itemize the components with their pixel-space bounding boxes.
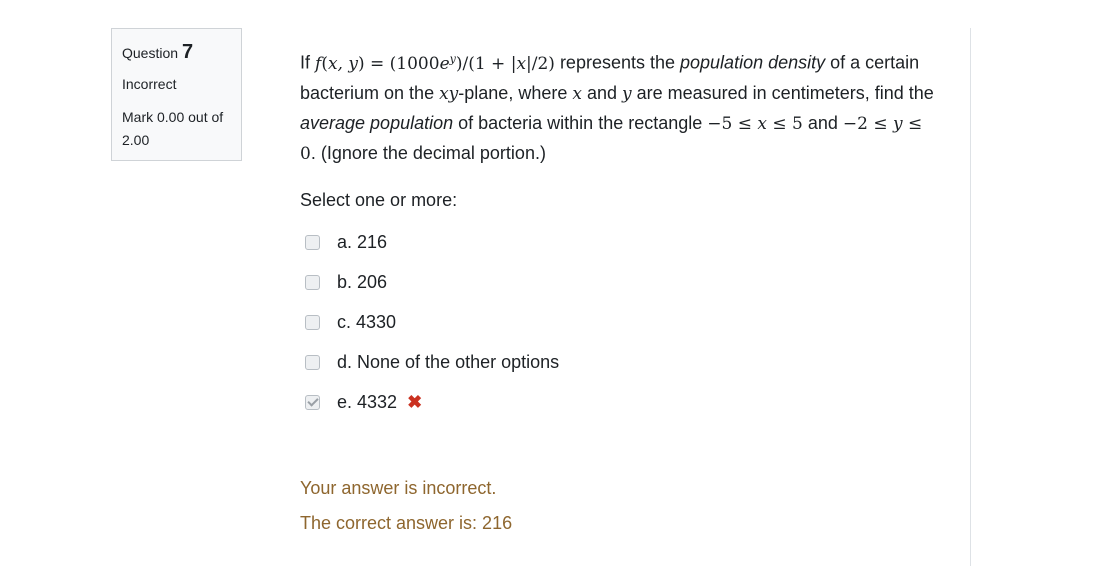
incorrect-x-icon: ✖ xyxy=(407,391,423,412)
math-xy: xy xyxy=(439,83,459,104)
question-text-part: represents the xyxy=(554,52,681,73)
checkbox-e[interactable] xyxy=(305,395,320,410)
checkbox-c[interactable] xyxy=(305,315,320,330)
math-y: y xyxy=(622,83,632,104)
answer-option-e[interactable] xyxy=(305,386,559,426)
checkbox-d[interactable] xyxy=(305,355,320,370)
feedback xyxy=(300,478,512,548)
answer-option-b[interactable] xyxy=(305,266,559,306)
option-label-a: a. 216 xyxy=(337,231,388,252)
math-expression: f(x, $y) = (1000e^y)/(1 + |x|/2)$ xyxy=(315,52,555,74)
question-text-part: are measured in centimeters, find the xyxy=(631,82,934,103)
answer-option-d[interactable] xyxy=(305,346,559,386)
checkbox-a[interactable] xyxy=(305,235,320,250)
answer-prompt: Select one or more: xyxy=(300,190,458,210)
question-number-value: 7 xyxy=(181,41,194,63)
option-label-d: d. None of the other options xyxy=(337,351,560,372)
question-label: Question xyxy=(122,45,179,61)
feedback-status: Your answer is incorrect. xyxy=(300,478,497,498)
option-label-e: e. 4332 xyxy=(337,391,398,412)
question-info-panel xyxy=(111,28,242,161)
grade-line-1: Mark 0.00 out of xyxy=(122,109,224,125)
question-text-part: of bacteria within the rectangle xyxy=(453,112,708,133)
question-grade xyxy=(122,106,231,152)
math-x: x xyxy=(572,83,582,104)
checkbox-b[interactable] xyxy=(305,275,320,290)
option-label-c: c. 4330 xyxy=(337,311,397,332)
question-text-part: . (Ignore the decimal portion.) xyxy=(310,142,546,163)
emphasis-population-density: population density xyxy=(680,52,826,73)
question-text-part: If xyxy=(300,52,316,73)
answer-option-a[interactable] xyxy=(305,226,559,266)
question-text xyxy=(300,44,940,169)
question-number xyxy=(122,41,231,64)
answer-options xyxy=(305,226,559,426)
question-text-part: and xyxy=(581,82,622,103)
question-text-part: -plane, where xyxy=(458,82,573,103)
question-text-part: of a certain bacterium on the xyxy=(300,52,920,103)
math-y-range: −2 ≤ y ≤ 0 xyxy=(300,113,923,164)
math-x-range: −5 ≤ x ≤ 5 xyxy=(707,113,803,134)
option-label-b: b. 206 xyxy=(337,271,388,292)
answer-option-c[interactable] xyxy=(305,306,559,346)
correct-answer: The correct answer is: 216 xyxy=(300,513,513,533)
question-state: Incorrect xyxy=(122,76,177,92)
question-text-part: and xyxy=(802,112,843,133)
content-divider xyxy=(970,28,971,566)
grade-line-2: 2.00 xyxy=(122,132,150,148)
emphasis-average-population: average population xyxy=(300,112,454,133)
